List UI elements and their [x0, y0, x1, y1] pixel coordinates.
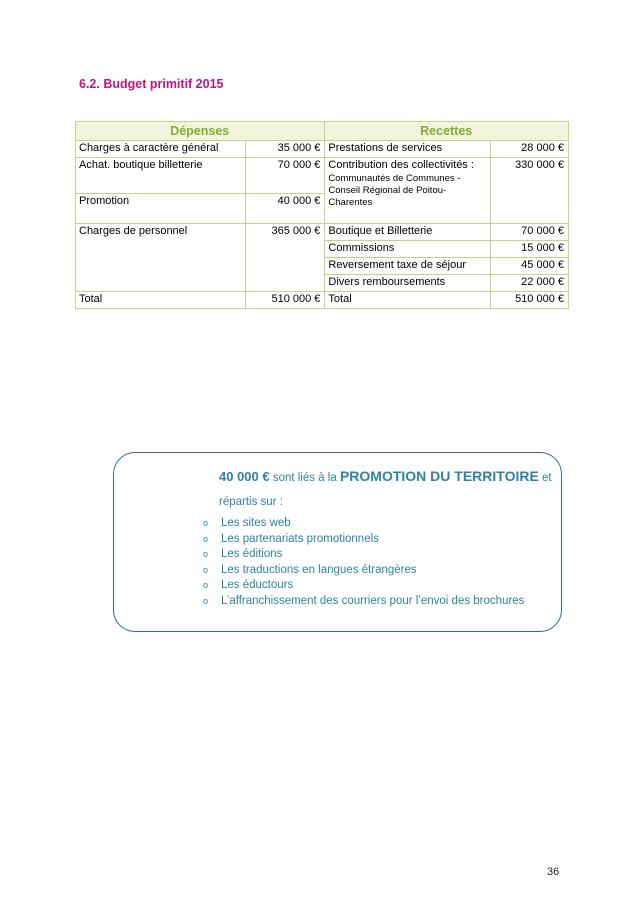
depense-label: Charges de personnel [76, 224, 246, 292]
list-item-label: Les partenariats promotionnels [221, 532, 379, 545]
callout-heading [219, 468, 552, 484]
callout-text: sont liés à la [272, 472, 337, 484]
list-item-label: Les traductions en langues étrangères [221, 563, 417, 576]
circle-bullet-icon: o [203, 564, 209, 575]
contribution-detail: Communautés de Communes - [328, 173, 461, 184]
table-row [76, 158, 569, 194]
callout-subheading: répartis sur : [219, 496, 283, 508]
contribution-detail: Conseil Régional de Poitou- [328, 185, 447, 196]
recette-amount: 22 000 € [491, 275, 569, 292]
depense-label: Achat. boutique billetterie [76, 158, 246, 194]
list-item-label: Les éditions [221, 548, 283, 560]
list-item [203, 516, 524, 532]
list-item [203, 594, 524, 610]
circle-bullet-icon: o [203, 518, 209, 528]
callout-text: et [542, 472, 552, 484]
list-item [203, 532, 524, 548]
list-item-label: Les éductours [221, 579, 294, 591]
callout-list [203, 516, 524, 609]
list-item [203, 578, 524, 594]
callout-highlight: PROMOTION DU TERRITOIRE [339, 468, 539, 484]
list-item-label: Les sites web [221, 517, 291, 529]
page-number: 36 [547, 866, 560, 878]
circle-bullet-icon: o [203, 533, 209, 544]
circle-bullet-icon: o [203, 549, 209, 559]
circle-bullet-icon: o [203, 595, 209, 606]
depense-label: Charges à caractère général [76, 141, 246, 158]
circle-bullet-icon: o [203, 580, 209, 590]
depense-amount: 70 000 € [245, 158, 325, 194]
promotion-callout-box [113, 452, 562, 632]
recette-amount: 15 000 € [491, 241, 569, 258]
contribution-detail: Charentes [328, 197, 373, 208]
total-label: Total [76, 292, 246, 309]
total-label: Total [325, 292, 491, 309]
recette-amount: 70 000 € [491, 224, 569, 241]
section-title: 6.2. Budget primitif 2015 [79, 77, 224, 91]
recette-amount: 28 000 € [491, 141, 569, 158]
table-header-row [76, 122, 569, 141]
recette-label: Contribution des collectivités : [328, 159, 474, 171]
list-item-label: L’affranchissement des courriers pour l’envoi des brochures [221, 594, 525, 607]
recette-amount: 45 000 € [491, 258, 569, 275]
recette-amount: 330 000 € [491, 158, 569, 224]
header-recettes: Recettes [325, 122, 569, 141]
depense-amount: 40 000 € [245, 194, 325, 224]
list-item [203, 547, 524, 563]
table-total-row [76, 292, 569, 309]
total-recettes: 510 000 € [491, 292, 569, 309]
recette-label: Commissions [325, 241, 491, 258]
table-row [76, 141, 569, 158]
table-row [76, 224, 569, 241]
recette-label: Reversement taxe de séjour [325, 258, 491, 275]
depense-amount: 365 000 € [245, 224, 325, 292]
list-item [203, 563, 524, 579]
total-depenses: 510 000 € [245, 292, 325, 309]
depense-label: Promotion [76, 194, 246, 224]
recette-label: Boutique et Billetterie [325, 224, 491, 241]
header-depenses: Dépenses [76, 122, 325, 141]
recette-label: Divers remboursements [325, 275, 491, 292]
budget-table [75, 121, 569, 309]
callout-amount: 40 000 € [219, 469, 270, 484]
recette-label: Prestations de services [325, 141, 491, 158]
recette-contribution-cell [325, 158, 491, 224]
depense-amount: 35 000 € [245, 141, 325, 158]
